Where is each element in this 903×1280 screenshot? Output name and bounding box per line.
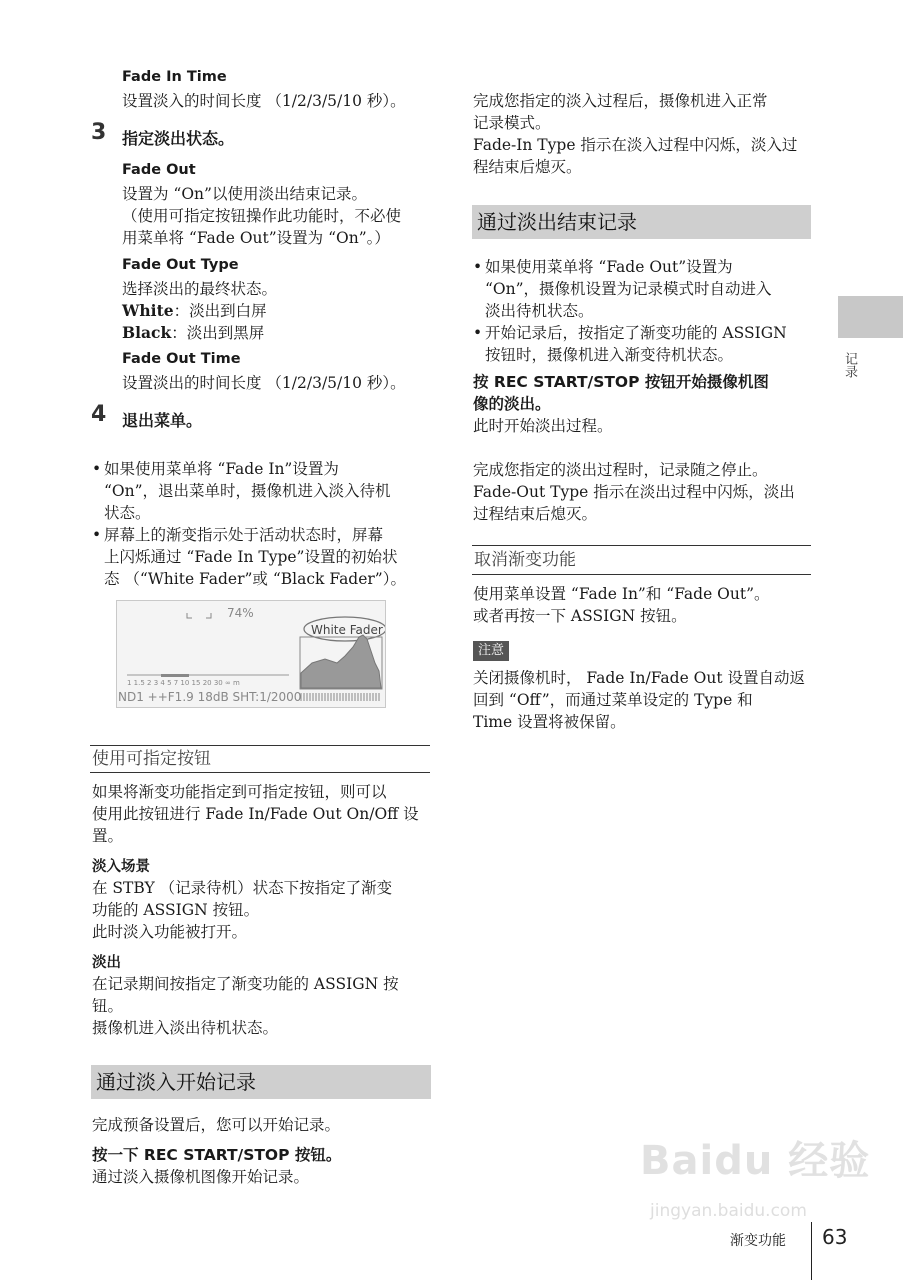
start-action-desc: 通过淡入摄像机图像开始记录。 — [92, 1168, 310, 1186]
screen-white-fader: White Fader — [311, 623, 383, 637]
bullet-line: 按钮时，摄像机进入渐变待机状态。 — [485, 346, 734, 364]
assign-line: 使用此按钮进行 Fade In/Fade Out On/Off 设 — [92, 805, 419, 823]
baidu-watermark-url: jingyan.baidu.com — [650, 1201, 807, 1221]
bullet-item — [92, 524, 437, 590]
fade-out-time-title: Fade Out Time — [122, 351, 241, 367]
fadein-scene-line: 此时淡入功能被打开。 — [92, 923, 248, 941]
fade-out-type-block — [122, 255, 442, 344]
caution-wrap — [473, 638, 818, 661]
step-3-number: 3 — [91, 120, 107, 145]
bullet-item — [473, 322, 818, 366]
fadeout-line: 摄像机进入淡出待机状态。 — [92, 1019, 279, 1037]
cancel-line: 使用菜单设置 “Fade In”和 “Fade Out”。 — [473, 585, 770, 603]
fade-out-line-2: （使用可指定按钮操作此功能时，不必使 — [122, 207, 402, 225]
end-action-block — [473, 371, 818, 525]
bullet-item — [92, 458, 437, 524]
baidu-watermark: Baidu 经验 — [640, 1138, 871, 1184]
fadeout-line: 在记录期间按指定了渐变功能的 ASSIGN 按 — [92, 975, 399, 993]
right-bullets — [473, 256, 818, 366]
end-heading: 通过淡出结束记录 — [472, 205, 811, 239]
after-line: 过程结束后熄灭。 — [473, 505, 598, 523]
fade-out-type-title: Fade Out Type — [122, 257, 239, 273]
step-3-title: 指定淡出状态。 — [122, 129, 235, 148]
start-body — [92, 1114, 437, 1188]
step-4-number: 4 — [91, 402, 107, 427]
chapter-label: 记录 — [842, 352, 857, 378]
footer-divider — [811, 1222, 812, 1280]
fade-out-title: Fade Out — [122, 162, 196, 178]
cancel-line: 或者再按一下 ASSIGN 按钮。 — [473, 607, 687, 625]
cancel-body — [473, 583, 818, 733]
bullet-line: • 如果使用菜单将 “Fade In”设置为 — [104, 460, 339, 478]
screen-status: ND1 ++F1.9 18dB SHT:1/2000 — [118, 690, 302, 704]
fade-out-time-block — [122, 349, 442, 394]
white-label: White — [122, 301, 174, 320]
after-line: 完成您指定的淡出过程时，记录随之停止。 — [473, 461, 768, 479]
start-heading: 通过淡入开始记录 — [91, 1065, 431, 1099]
chapter-tab — [838, 296, 903, 338]
start-section — [91, 1065, 431, 1099]
viewfinder-graphic — [117, 601, 385, 707]
assign-section — [90, 745, 430, 773]
fade-out-block — [122, 160, 442, 249]
bullet-line: 上闪烁通过 “Fade In Type”设置的初始状 — [104, 548, 398, 566]
fadein-scene-title: 淡入场景 — [92, 859, 150, 875]
bullet-line: • 屏幕上的渐变指示处于活动状态时，屏幕 — [104, 526, 384, 544]
bullet-line: “On”，退出菜单时，摄像机进入淡入待机 — [104, 482, 391, 500]
caution-line: 关闭摄像机时， Fade In/Fade Out 设置自动返 — [473, 669, 806, 687]
fade-out-line-1: 设置为 “On”以使用淡出结束记录。 — [122, 185, 367, 203]
fade-out-type-desc: 选择淡出的最终状态。 — [122, 280, 278, 298]
cancel-heading: 取消渐变功能 — [472, 545, 811, 574]
left-bullets — [92, 458, 437, 590]
action-line: 像的淡出。 — [473, 395, 551, 413]
viewfinder-screen — [116, 600, 386, 708]
fade-in-time-title: Fade In Time — [122, 69, 227, 85]
bullet-line: 淡出待机状态。 — [485, 302, 594, 320]
action-line: 按 REC START/STOP 按钮开始摄像机图 — [473, 373, 769, 391]
assign-heading: 使用可指定按钮 — [90, 745, 430, 773]
black-desc: ：淡出到黑屏 — [171, 324, 265, 342]
white-desc: ：淡出到白屏 — [173, 302, 267, 320]
start-action: 按一下 REC START/STOP 按钮。 — [92, 1146, 342, 1164]
fadeout-title: 淡出 — [92, 955, 121, 971]
intro-line: 记录模式。 — [473, 114, 551, 132]
fade-in-time-desc: 设置淡入的时间长度 （1/2/3/5/10 秒）。 — [122, 92, 406, 110]
action-desc: 此时开始淡出过程。 — [473, 417, 613, 435]
cancel-divider — [472, 574, 811, 575]
intro-line: Fade-In Type 指示在淡入过程中闪烁，淡入过 — [473, 136, 798, 154]
after-line: Fade-Out Type 指示在淡出过程中闪烁，淡出 — [473, 483, 795, 501]
cancel-section — [472, 545, 811, 575]
black-option — [122, 322, 442, 344]
intro-line: 完成您指定的淡入过程后，摄像机进入正常 — [473, 92, 768, 110]
bullet-line: “On”，摄像机设置为记录模式时自动进入 — [485, 280, 772, 298]
fade-out-line-3: 用菜单将 “Fade Out”设置为 “On”。） — [122, 229, 390, 247]
fade-out-time-desc: 设置淡出的时间长度 （1/2/3/5/10 秒）。 — [122, 374, 406, 392]
black-label: Black — [122, 323, 172, 342]
page-number: 63 — [822, 1225, 848, 1249]
bullet-line: 状态。 — [104, 504, 151, 522]
assign-line: 置。 — [92, 827, 124, 845]
assign-body — [92, 781, 432, 1039]
fadein-scene-line: 功能的 ASSIGN 按钮。 — [92, 901, 260, 919]
right-intro — [473, 90, 818, 178]
caution-badge: 注意 — [473, 641, 509, 661]
screen-percent: 74% — [227, 606, 254, 620]
step-4-title: 退出菜单。 — [122, 411, 203, 430]
caution-line: Time 设置将被保留。 — [473, 713, 626, 731]
footer-section-label: 渐变功能 — [730, 1233, 786, 1249]
white-option — [122, 300, 442, 322]
fadeout-line: 钮。 — [92, 997, 124, 1015]
end-section — [472, 205, 811, 239]
bullet-item — [473, 256, 818, 322]
screen-scale: 1 1.5 2 3 4 5 7 10 15 20 30 ∞ m — [127, 679, 240, 687]
start-desc: 完成预备设置后，您可以开始记录。 — [92, 1116, 341, 1134]
bullet-line: • 开始记录后，按指定了渐变功能的 ASSIGN — [485, 324, 787, 342]
assign-line: 如果将渐变功能指定到可指定按钮，则可以 — [92, 783, 387, 801]
bullet-line: • 如果使用菜单将 “Fade Out”设置为 — [485, 258, 733, 276]
bullet-line: 态 （“White Fader”或 “Black Fader”）。 — [104, 570, 406, 588]
caution-line: 回到 “Off”，而通过菜单设定的 Type 和 — [473, 691, 753, 709]
intro-line: 程结束后熄灭。 — [473, 158, 582, 176]
fadein-scene-line: 在 STBY （记录待机）状态下按指定了渐变 — [92, 879, 393, 897]
fade-in-time-block — [122, 67, 442, 112]
